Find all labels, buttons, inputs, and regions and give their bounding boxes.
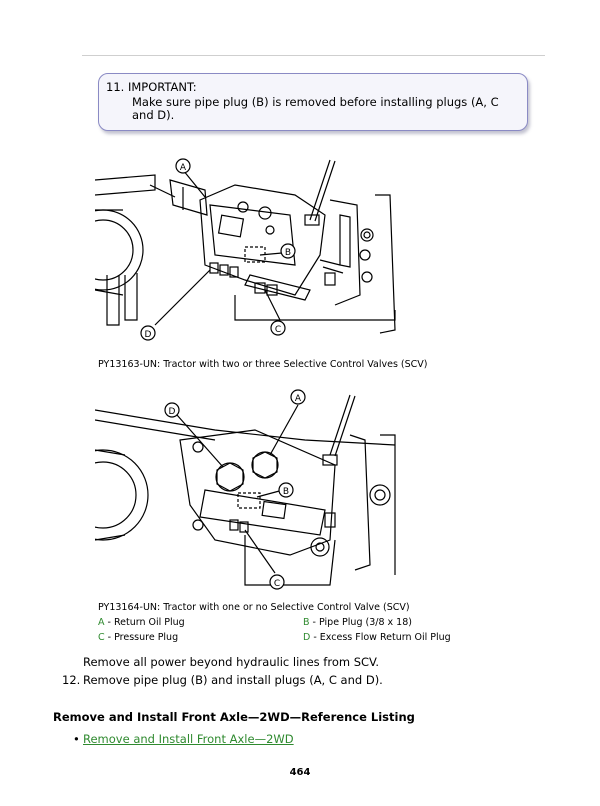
figure-one-no-scv — [95, 385, 470, 595]
legend-item-c — [98, 632, 178, 643]
svg-text:C: C — [274, 325, 282, 335]
callout-d — [141, 326, 155, 340]
legend-key-b: B — [303, 617, 310, 628]
svg-text:B: B — [282, 487, 290, 497]
step-12-number: 12. — [62, 673, 81, 687]
legend-text-a: - Return Oil Plug — [104, 617, 185, 628]
important-note-box — [98, 73, 528, 131]
legend-item-d — [303, 632, 451, 643]
important-text: Make sure pipe plug (B) is removed before installing plugs (A, C and D). — [132, 95, 499, 122]
callout-b — [281, 244, 295, 258]
callout-c — [270, 575, 284, 589]
legend-text-c: - Pressure Plug — [104, 632, 179, 643]
legend-item-b — [303, 617, 412, 628]
reference-heading: Remove and Install Front Axle—2WD—Reference Listing — [53, 710, 415, 724]
svg-text:D: D — [168, 407, 176, 417]
legend-key-c: C — [98, 632, 105, 643]
page-number: 464 — [289, 767, 311, 778]
important-heading: 11. IMPORTANT: — [106, 80, 197, 94]
callout-a — [176, 159, 190, 173]
legend-key-d: D — [303, 632, 311, 643]
figure-2-caption: PY13164-UN: Tractor with one or no Selective Control Valve (SCV) — [98, 602, 410, 613]
callout-b — [279, 483, 293, 497]
legend-item-a — [98, 617, 185, 628]
figure-two-three-scv — [95, 155, 470, 347]
step-remove-power: Remove all power beyond hydraulic lines from SCV. — [83, 655, 380, 669]
step-12-text: Remove pipe plug (B) and install plugs (A, C and D). — [83, 673, 383, 687]
bullet: • — [73, 732, 80, 746]
legend-text-b: - Pipe Plug (3/8 x 18) — [309, 617, 412, 628]
figure-1-caption: PY13163-UN: Tractor with two or three Selective Control Valves (SCV) — [98, 359, 428, 370]
svg-text:C: C — [273, 579, 281, 589]
svg-text:A: A — [179, 163, 187, 173]
legend-text-d: - Excess Flow Return Oil Plug — [310, 632, 451, 643]
callout-c — [271, 321, 285, 335]
svg-text:A: A — [294, 394, 302, 404]
svg-text:B: B — [284, 248, 292, 258]
callout-d — [165, 403, 179, 417]
legend-key-a: A — [98, 617, 105, 628]
callout-a — [291, 390, 305, 404]
svg-text:D: D — [144, 330, 152, 340]
top-divider — [82, 55, 545, 56]
front-axle-link[interactable]: Remove and Install Front Axle—2WD — [83, 732, 294, 746]
